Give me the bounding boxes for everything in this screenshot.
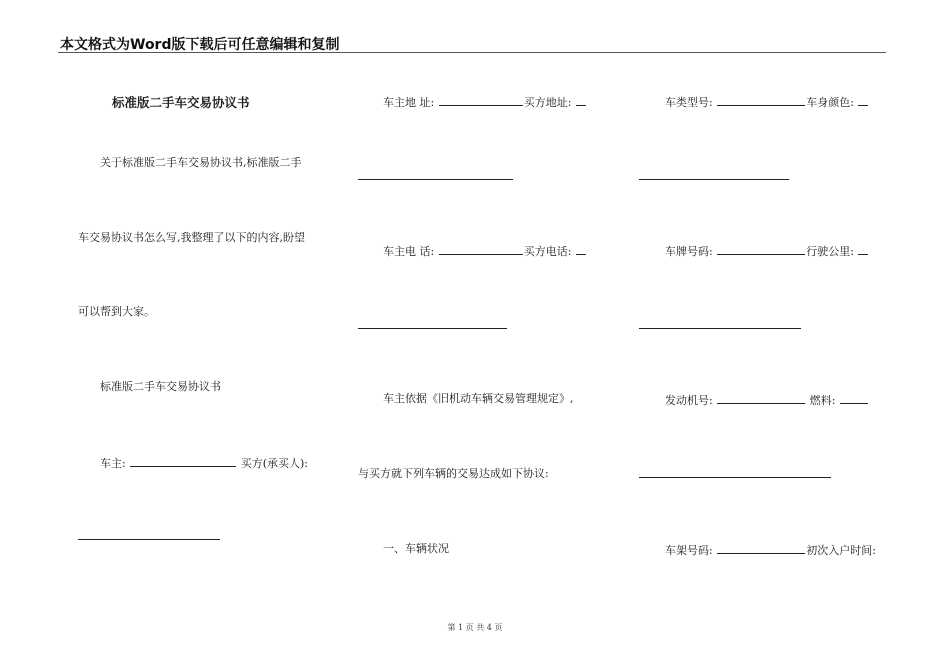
section-heading-vehicle: 一、车辆状况 — [383, 542, 449, 555]
document-title: 标准版二手车交易协议书 — [112, 95, 250, 110]
owner-address-blank — [439, 94, 523, 106]
clause-line-1: 车主依据《旧机动车辆交易管理规定》, — [383, 392, 574, 405]
owner-label: 车主: — [100, 457, 126, 470]
page-number: 第 1 页 共 4 页 — [447, 623, 503, 632]
model-blank — [717, 94, 805, 106]
address-line — [383, 94, 587, 110]
owner-buyer-line — [100, 455, 308, 471]
mileage-continuation-line — [639, 328, 801, 329]
engine-fuel-line — [665, 392, 869, 408]
phone-line — [383, 243, 587, 259]
buyer-address-label: 买方地址: — [523, 96, 572, 109]
plate-blank — [717, 243, 805, 255]
phone-continuation-line — [358, 328, 507, 329]
owner-address-label: 车主地 址: — [383, 96, 435, 109]
register-label: 初次入户时间: — [806, 544, 876, 557]
address-continuation-line — [358, 179, 513, 180]
owner-blank — [130, 455, 236, 467]
plate-label: 车牌号码: — [665, 245, 713, 258]
document-banner: 本文格式为Word版下载后可任意编辑和复制 — [60, 37, 340, 53]
buyer-label: 买方(承买人): — [240, 457, 309, 470]
buyer-phone-blank — [576, 243, 586, 255]
buyer-phone-label: 买方电话: — [523, 245, 572, 258]
owner-phone-label: 车主电 话: — [383, 245, 435, 258]
intro-line-2: 车交易协议书怎么写,我整理了以下的内容,盼望 — [78, 231, 305, 244]
engine-blank — [717, 392, 805, 404]
engine-label: 发动机号: — [665, 394, 713, 407]
color-continuation-line — [639, 179, 789, 180]
color-label: 车身颜色: — [806, 96, 854, 109]
buyer-address-blank — [576, 94, 586, 106]
header-divider — [58, 52, 886, 53]
mileage-label: 行驶公里: — [806, 245, 854, 258]
frame-label: 车架号码: — [665, 544, 713, 557]
frame-register-line — [665, 542, 876, 558]
intro-line-1: 关于标准版二手车交易协议书,标准版二手 — [100, 156, 302, 169]
color-blank — [858, 94, 868, 106]
fuel-label: 燃料: — [809, 394, 836, 407]
fuel-continuation-line — [639, 477, 831, 478]
agreement-subtitle: 标准版二手车交易协议书 — [100, 380, 221, 393]
intro-line-3: 可以帮到大家。 — [78, 305, 155, 318]
owner-phone-blank — [439, 243, 523, 255]
model-label: 车类型号: — [665, 96, 713, 109]
buyer-blank-line — [78, 539, 220, 540]
plate-mileage-line — [665, 243, 869, 259]
clause-line-2: 与买方就下列车辆的交易达成如下协议: — [358, 467, 549, 480]
model-color-line — [665, 94, 869, 110]
frame-blank — [717, 542, 805, 554]
fuel-blank — [840, 392, 868, 404]
mileage-blank — [858, 243, 868, 255]
